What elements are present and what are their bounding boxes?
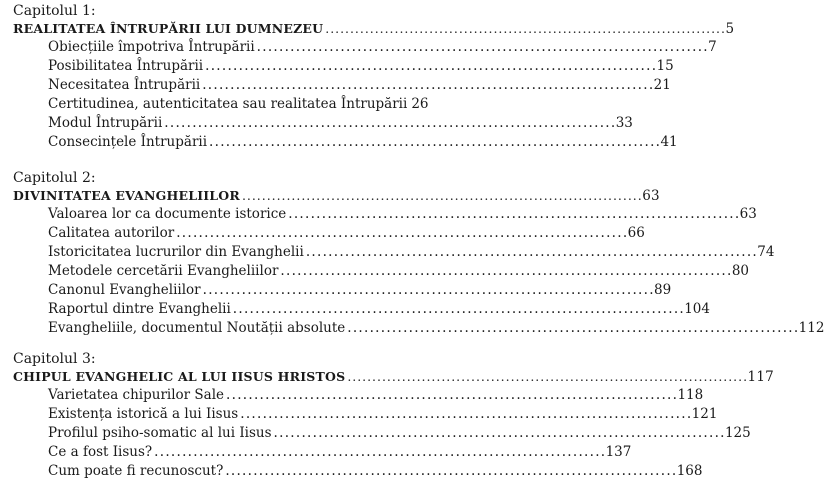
toc-entry: [48, 424, 751, 443]
dot-leader: [325, 19, 723, 38]
toc-entry: [48, 76, 671, 95]
dot-leader: [154, 443, 603, 462]
page-number: 168: [676, 463, 703, 479]
entry-text: Existența istorică a lui Iisus: [48, 406, 239, 422]
dot-leader: [242, 186, 640, 205]
entry-text: Varietatea chipurilor Sale: [48, 387, 225, 403]
page-number: 104: [684, 301, 710, 317]
entry-text: Posibilitatea Întrupării: [48, 58, 204, 74]
dot-leader: [240, 405, 689, 424]
chapter-1: [0, 3, 735, 152]
toc-entry: [48, 386, 704, 405]
dot-leader: [225, 462, 674, 481]
dot-leader: [176, 224, 625, 243]
page-number: 63: [739, 206, 757, 222]
page-number: 41: [660, 134, 678, 150]
chapter-title: DIVINITATEA EVANGHELIILOR: [13, 188, 240, 203]
page-number: 117: [747, 369, 774, 385]
chapter-title-row: [13, 367, 774, 386]
dot-leader: [347, 319, 796, 338]
entry-text: Evangheliile, documentul Noutății absolute: [48, 320, 346, 336]
chapter-label: Capitolul 2:: [13, 170, 96, 186]
page-number: 74: [757, 244, 775, 260]
dot-leader: [209, 133, 658, 152]
dot-leader: [202, 76, 651, 95]
toc-entry: [48, 114, 633, 133]
toc-entry: [48, 243, 775, 262]
dot-leader: [233, 300, 682, 319]
dot-leader: [205, 57, 654, 76]
page-number: 89: [654, 282, 672, 298]
entry-text: Metodele cercetării Evangheliilor: [48, 263, 279, 279]
toc-entry: [48, 300, 710, 319]
page-number: 137: [605, 444, 632, 460]
entry-text: Obiecțiile împotriva Întrupării: [48, 39, 255, 55]
dot-leader: [226, 386, 675, 405]
page-number: 21: [653, 77, 671, 93]
dot-leader: [347, 367, 745, 386]
entry-text: Modul Întrupării: [48, 115, 163, 131]
chapter-title: CHIPUL EVANGHELIC AL LUI IISUS HRISTOS: [13, 369, 346, 384]
page-number: 33: [615, 115, 633, 131]
entry-text: Necesitatea Întrupării: [48, 77, 201, 93]
page-number: 112: [798, 320, 824, 336]
entry-text: Calitatea autorilor: [48, 225, 175, 241]
entry-text: Consecințele Întrupării: [48, 134, 208, 150]
entry-text: Raportul dintre Evanghelii: [48, 301, 231, 317]
entry-text: Ce a fost Iisus?: [48, 444, 153, 460]
dot-leader: [257, 38, 706, 57]
chapter-title-row: [13, 19, 735, 38]
entry-text: Certitudinea, autenticitatea sau realitatea Întrupării: [48, 96, 408, 112]
dot-leader: [274, 424, 723, 443]
entry-text: Istoricitatea lucrurilor din Evanghelii: [48, 244, 304, 260]
entry-text: Canonul Evangheliilor: [48, 282, 201, 298]
toc-entry: [48, 205, 757, 224]
page-number: 15: [656, 58, 674, 74]
chapter-label: Capitolul 3:: [13, 351, 96, 367]
dot-leader: [280, 262, 729, 281]
toc-entry: [48, 405, 718, 424]
entry-text: Profilul psiho-somatic al lui Iisus: [48, 425, 272, 441]
chapter-title: REALITATEA ÎNTRUPĂRII LUI DUMNEZEU: [13, 21, 324, 36]
dot-leader: [306, 243, 755, 262]
toc-entry: [48, 95, 429, 114]
page-number: 125: [724, 425, 751, 441]
toc-entry: [48, 281, 672, 300]
toc-entry: [48, 262, 749, 281]
chapter-label: Capitolul 1:: [13, 3, 96, 19]
dot-leader: [164, 114, 613, 133]
page-number: 80: [731, 263, 749, 279]
page-number: 118: [677, 387, 704, 403]
toc-entry: [48, 57, 674, 76]
toc-entry: [48, 319, 824, 338]
chapter-2: [0, 170, 824, 338]
chapter-3: [0, 351, 774, 481]
page-number: 66: [627, 225, 645, 241]
page-number: 5: [725, 21, 735, 37]
toc-entry: [48, 224, 645, 243]
entry-text: Cum poate fi recunoscut?: [48, 463, 224, 479]
dot-leader: [203, 281, 652, 300]
toc-entry: [48, 38, 717, 57]
toc-entry: [48, 462, 703, 481]
chapter-title-row: [13, 186, 660, 205]
toc-entry: [48, 133, 678, 152]
toc-entry: [48, 443, 632, 462]
page-number: 7: [708, 39, 717, 55]
page-number: 26: [411, 96, 429, 112]
dot-leader: [288, 205, 737, 224]
page-number: 121: [691, 406, 718, 422]
page-number: 63: [642, 188, 660, 204]
entry-text: Valoarea lor ca documente istorice: [48, 206, 287, 222]
